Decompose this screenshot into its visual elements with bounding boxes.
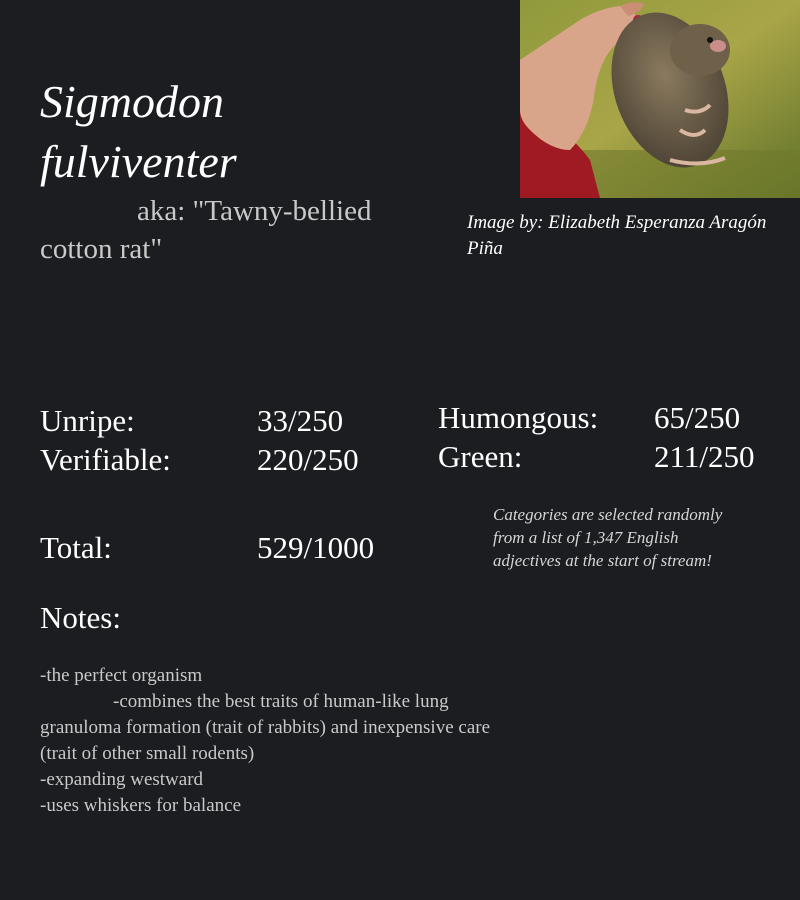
notes-heading: Notes:: [40, 600, 121, 635]
stat-label-total: Total:: [40, 530, 112, 565]
species-photo: [520, 0, 800, 198]
note-line: -combines the best traits of human-like lung granuloma formation (trait of rabbits) and inexpensive care (trait of other small rodents): [40, 691, 491, 764]
image-credit: Image by: Elizabeth Esperanza Aragón Piña: [467, 212, 767, 259]
stat-label-verifiable: Verifiable:: [40, 442, 171, 477]
note-line: -uses whiskers for balance: [40, 795, 242, 816]
rodent-photo-illustration: [520, 0, 800, 198]
notes-list: [40, 663, 520, 819]
stat-value-green: 211/250: [654, 439, 755, 474]
categories-note: Categories are selected randomly from a list of 1,347 English adjectives at the start of stream!: [493, 505, 723, 570]
note-line: -the perfect organism: [40, 665, 203, 686]
stat-value-unripe: 33/250: [257, 403, 344, 438]
stat-value-humongous: 65/250: [654, 400, 741, 435]
stat-value-verifiable: 220/250: [257, 442, 359, 477]
stat-label-green: Green:: [438, 439, 523, 474]
note-line: -expanding westward: [40, 769, 204, 790]
stat-label-humongous: Humongous:: [438, 400, 599, 435]
species-scientific-name: Sigmodon fulviventer: [40, 76, 237, 187]
stat-value-total: 529/1000: [257, 530, 375, 565]
stat-label-unripe: Unripe:: [40, 403, 135, 438]
species-common-name: aka: "Tawny-bellied cotton rat": [40, 195, 372, 265]
